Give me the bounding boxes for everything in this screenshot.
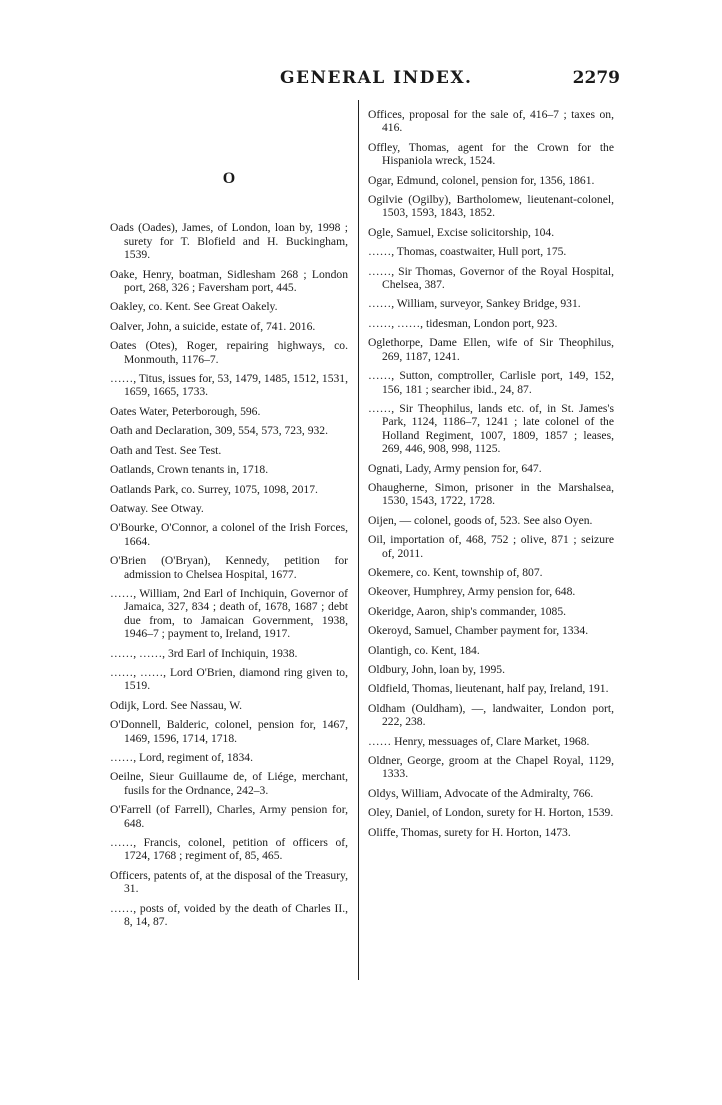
index-entry: O'Brien (O'Bryan), Kennedy, petition for admission to Chelsea Hospital, 1677. — [110, 554, 348, 581]
index-entry: Oates (Otes), Roger, repairing highways, co. Monmouth, 1176–7. — [110, 339, 348, 366]
index-entry: ……, Francis, colonel, petition of officers of, 1724, 1768 ; regiment of, 85, 465. — [110, 836, 348, 863]
index-entry: Oldner, George, groom at the Chapel Royal, 1129, 1333. — [368, 754, 614, 781]
index-entry: O'Bourke, O'Connor, a colonel of the Irish Forces, 1664. — [110, 521, 348, 548]
index-entry: Oldys, William, Advocate of the Admiralty, 766. — [368, 786, 594, 800]
index-entry: ……, Titus, issues for, 53, 1479, 1485, 1512, 1531, 1659, 1665, 1733. — [110, 372, 348, 399]
index-entry: Oijen, — colonel, goods of, 523. See also Oyen. — [368, 513, 593, 527]
index-entry: Oldbury, John, loan by, 1995. — [368, 663, 505, 676]
index-entry: Oath and Declaration, 309, 554, 573, 723, 932. — [110, 424, 328, 438]
index-entry: ……, ……, tidesman, London port, 923. — [368, 316, 558, 330]
index-entry: Ohaugherne, Simon, prisoner in the Marshalsea, 1530, 1543, 1722, 1728. — [368, 480, 614, 508]
index-entry: Oldham (Ouldham), —, landwaiter, London port, 222, 238. — [368, 701, 614, 729]
index-entry: ……, Sutton, comptroller, Carlisle port, 149, 152, 156, 181 ; searcher ibid., 24, 87. — [368, 369, 614, 396]
index-entry: Oeilne, Sieur Guillaume de, of Liége, merchant, fusils for the Ordnance, 242–3. — [110, 770, 348, 797]
index-entry: Oakley, co. Kent. See Great Oakely. — [110, 300, 278, 314]
page-number: 2279 — [572, 68, 620, 88]
index-entry: ……, William, surveyor, Sankey Bridge, 931. — [368, 297, 581, 311]
index-entry: Oalver, John, a suicide, estate of, 741. 2016. — [110, 319, 316, 333]
index-entry: Okeroyd, Samuel, Chamber payment for, 1334. — [368, 624, 589, 638]
column-divider — [358, 100, 359, 980]
index-entry: Ogar, Edmund, colonel, pension for, 1356, 1861. — [368, 173, 595, 187]
left-entry-list — [110, 221, 348, 928]
index-entry: ……, Lord, regiment of, 1834. — [110, 751, 253, 764]
index-entry: Oil, importation of, 468, 752 ; olive, 871 ; seizure of, 2011. — [368, 533, 614, 560]
index-entry: Officers, patents of, at the disposal of the Treasury, 31. — [110, 868, 348, 896]
left-column — [110, 108, 348, 934]
index-entry: Ogle, Samuel, Excise solicitorship, 104. — [368, 225, 555, 239]
index-entry: ……, ……, Lord O'Brien, diamond ring given to, 1519. — [110, 665, 348, 693]
index-entry: Oley, Daniel, of London, surety for H. Horton, 1539. — [368, 806, 614, 820]
index-entry: ……, William, 2nd Earl of Inchiquin, Governor of Jamaica, 327, 834 ; death of, 1678, 1687 ; debt due from, to Jamaican Government, 1938, 1946–7 ; payment to, Ireland, 1917. — [110, 586, 348, 641]
index-entry: Odijk, Lord. See Nassau, W. — [110, 698, 243, 712]
index-entry: Okeridge, Aaron, ship's commander, 1085. — [368, 604, 567, 618]
index-entry: Oliffe, Thomas, surety for H. Horton, 1473. — [368, 825, 571, 839]
index-entry: Oake, Henry, boatman, Sidlesham 268 ; London port, 268, 326 ; Faversham port, 445. — [110, 267, 348, 295]
index-entry: ……, Thomas, coastwaiter, Hull port, 175. — [368, 245, 567, 259]
index-entry: …… Henry, messuages of, Clare Market, 1968. — [368, 734, 590, 748]
index-entry: Oatlands Park, co. Surrey, 1075, 1098, 2017. — [110, 482, 318, 496]
index-entry: ……, ……, 3rd Earl of Inchiquin, 1938. — [110, 646, 298, 660]
page-header — [110, 68, 620, 94]
index-entry: ……, posts of, voided by the death of Charles II., 8, 14, 87. — [110, 901, 348, 929]
page-title: GENERAL INDEX. — [280, 68, 473, 88]
index-entry: Oatway. See Otway. — [110, 501, 204, 515]
index-entry: Ognati, Lady, Army pension for, 647. — [368, 461, 542, 475]
index-entry: Oads (Oades), James, of London, loan by, 1998 ; surety for T. Blofield and H. Buckingham, 1539. — [110, 221, 348, 262]
section-letter: O — [222, 170, 236, 187]
index-entry: Oath and Test. See Test. — [110, 443, 222, 457]
index-entry: Olantigh, co. Kent, 184. — [368, 643, 480, 657]
index-entry: Oldfield, Thomas, lieutenant, half pay, Ireland, 191. — [368, 682, 609, 696]
index-entry: Oatlands, Crown tenants in, 1718. — [110, 463, 269, 477]
index-entry: Ogilvie (Ogilby), Bartholomew, lieutenant-colonel, 1503, 1593, 1843, 1852. — [368, 193, 614, 220]
index-entry: Oates Water, Peterborough, 596. — [110, 404, 261, 418]
index-entry: O'Donnell, Balderic, colonel, pension for, 1467, 1469, 1596, 1714, 1718. — [110, 718, 348, 745]
right-entry-list — [368, 108, 614, 839]
index-entry: ……, Sir Thomas, Governor of the Royal Hospital, Chelsea, 387. — [368, 264, 614, 292]
index-entry: Offley, Thomas, agent for the Crown for the Hispaniola wreck, 1524. — [368, 140, 614, 168]
index-entry: Offices, proposal for the sale of, 416–7 ; taxes on, 416. — [368, 108, 614, 135]
index-entry: Oglethorpe, Dame Ellen, wife of Sir Theophilus, 269, 1187, 1241. — [368, 336, 614, 363]
index-entry: O'Farrell (of Farrell), Charles, Army pension for, 648. — [110, 803, 348, 830]
right-column — [368, 108, 614, 845]
index-entry: Okeover, Humphrey, Army pension for, 648. — [368, 585, 576, 599]
index-entry: ……, Sir Theophilus, lands etc. of, in St. James's Park, 1124, 1186–7, 1241 ; late colonel of the Holland Regiment, 1007, 1809, 1857 ; leases, 269, 446, 908, 998, 1125. — [368, 401, 614, 456]
index-entry: Okemere, co. Kent, township of, 807. — [368, 565, 543, 579]
